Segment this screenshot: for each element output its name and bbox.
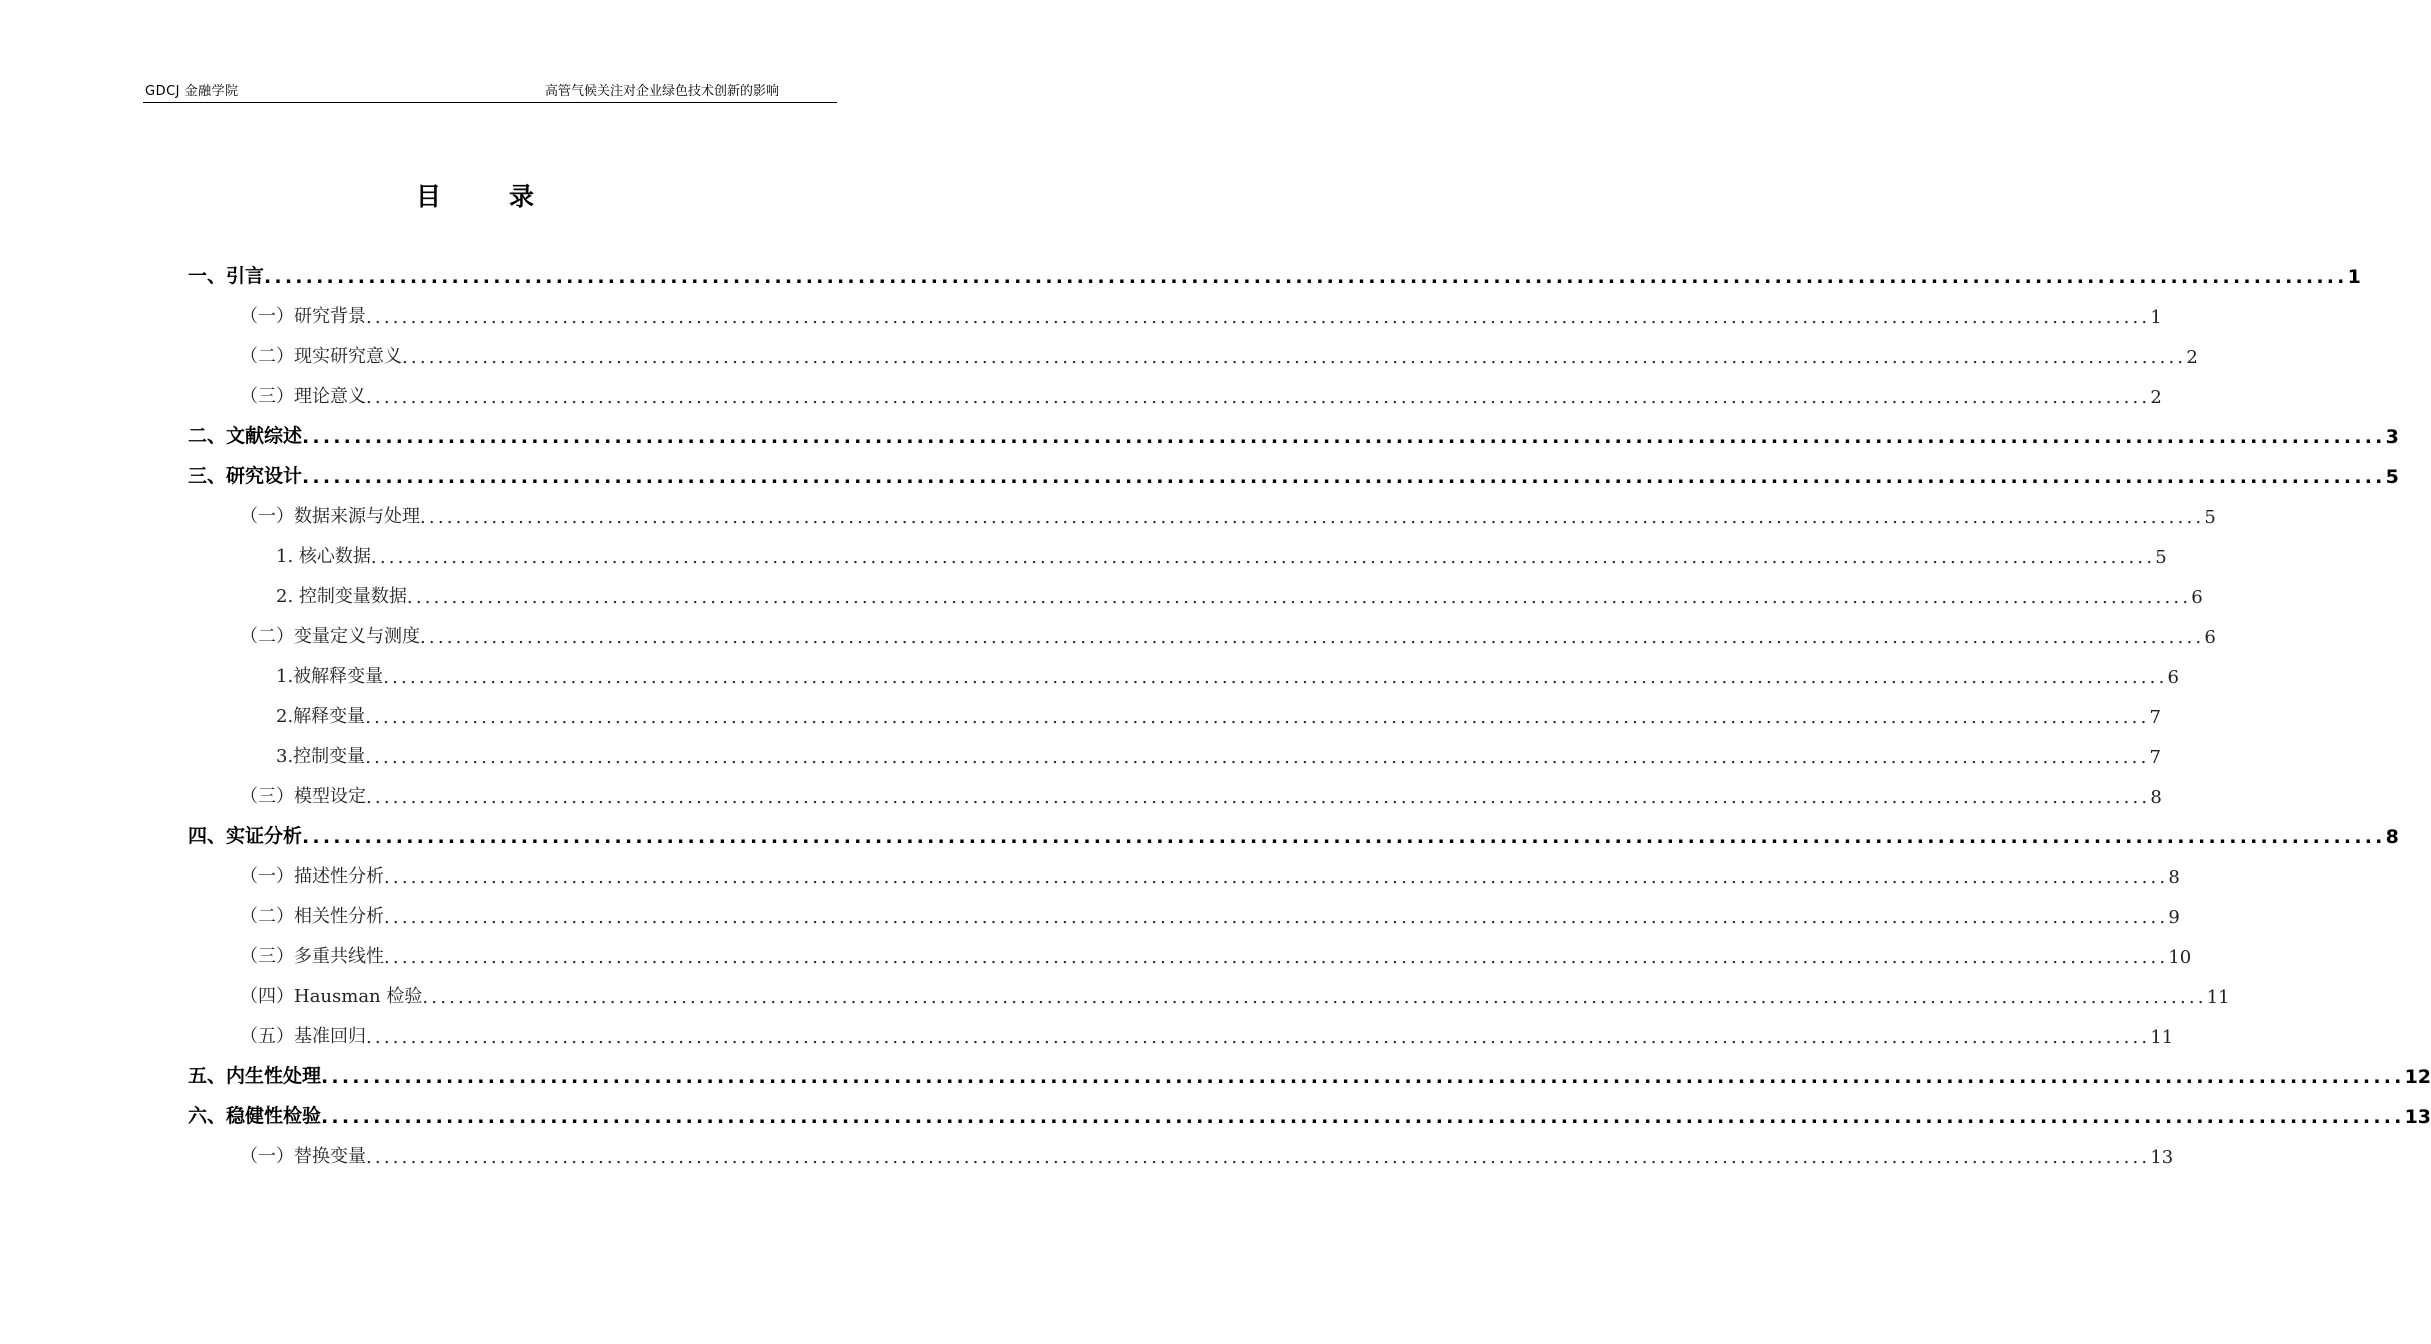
toc-entry-label: （一）研究背景: [240, 306, 366, 327]
toc-entry-label: （三）理论意义: [240, 386, 366, 407]
toc-leader-dots: ........................................................................................................................................................................................................: [384, 867, 2169, 888]
toc-entry-page: 5: [2385, 466, 2399, 488]
toc-entry-label: （四）Hausman 检验: [240, 986, 423, 1007]
toc-entry-label: 三、研究设计: [188, 465, 303, 487]
toc-entry-page: 5: [2204, 507, 2216, 528]
toc-entry[interactable]: [188, 1012, 2174, 1052]
toc-leader-dots: ........................................................................................................................................................................................................: [384, 907, 2169, 928]
toc-entry-label: 1. 核心数据: [276, 546, 371, 567]
toc-leader-dots: ........................................................................................................................................................................................................: [366, 787, 2151, 808]
toc-entry[interactable]: [188, 412, 2399, 452]
toc-entry[interactable]: [188, 932, 2192, 972]
toc-leader-dots: ........................................................................................................................................................................................................: [366, 307, 2151, 328]
toc-leader-dots: ........................................................................................................................................................................................................: [420, 627, 2205, 648]
toc-leader-dots: ........................................................................................................................................................................................................: [366, 387, 2151, 408]
toc-entry-page: 13: [2150, 1147, 2174, 1168]
toc-leader-dots: ........................................................................................................................................................................................................: [406, 587, 2192, 608]
toc-leader-dots: ........................................................................................................................................................................................................: [365, 747, 2150, 768]
toc-leader-dots: ........................................................................................................................................................................................................: [402, 347, 2187, 368]
toc-entry[interactable]: [188, 292, 2162, 332]
toc-entry-page: 1: [2347, 266, 2361, 288]
toc-entry-page: 12: [2404, 1066, 2431, 1088]
toc-entry-label: （二）相关性分析: [240, 906, 384, 927]
toc-entry-page: 8: [2150, 787, 2162, 808]
header-institution: GDCJ 金融学院: [145, 84, 239, 99]
toc-entry-label: 2. 控制变量数据: [276, 586, 407, 607]
toc-entry-label: 二、文献综述: [188, 425, 303, 447]
toc-entry[interactable]: [188, 772, 2162, 812]
toc-entry[interactable]: [188, 852, 2180, 892]
toc-entry-page: 8: [2385, 826, 2399, 848]
toc-entry[interactable]: [188, 972, 2230, 1012]
toc-entry-label: （三）模型设定: [240, 786, 366, 807]
toc-entry[interactable]: [188, 612, 2216, 652]
toc-leader-dots: ........................................................................................................................................................................................................: [370, 547, 2156, 568]
page-header: [143, 76, 837, 103]
toc-entry-label: 2.解释变量: [276, 706, 366, 727]
header-paper-title: 高管气候关注对企业绿色技术创新的影响: [544, 84, 779, 99]
toc-entry[interactable]: [188, 692, 2161, 732]
toc-entry-page: 5: [2155, 547, 2167, 568]
toc-entry[interactable]: [188, 332, 2198, 372]
toc-leader-dots: ........................................................................................................................................................................................................: [321, 1106, 2405, 1128]
toc-entry-label: 一、引言: [188, 265, 265, 287]
toc-leader-dots: ........................................................................................................................................................................................................: [365, 707, 2150, 728]
toc-entry[interactable]: [188, 452, 2399, 492]
toc-entry[interactable]: [188, 252, 2361, 292]
toc-leader-dots: ........................................................................................................................................................................................................: [264, 266, 2348, 288]
toc-entry-page: 1: [2150, 307, 2162, 328]
toc-leader-dots: ........................................................................................................................................................................................................: [384, 947, 2169, 968]
toc-leader-dots: ........................................................................................................................................................................................................: [321, 1066, 2405, 1088]
toc-entry-label: （二）现实研究意义: [240, 346, 402, 367]
toc-entry-page: 2: [2150, 387, 2162, 408]
toc-entry-label: 五、内生性处理: [188, 1065, 322, 1087]
toc-leader-dots: ........................................................................................................................................................................................................: [302, 826, 2386, 848]
toc-entry-label: 六、稳健性检验: [188, 1105, 322, 1127]
toc-entry-label: 1.被解释变量: [276, 666, 384, 687]
toc-entry-label: （一）描述性分析: [240, 866, 384, 887]
toc-leader-dots: ........................................................................................................................................................................................................: [422, 987, 2207, 1008]
toc-entry[interactable]: [188, 892, 2180, 932]
toc-leader-dots: ........................................................................................................................................................................................................: [420, 507, 2205, 528]
toc-entry[interactable]: [188, 492, 2216, 532]
toc-heading-char-1: 目: [415, 182, 441, 211]
toc-leader-dots: ........................................................................................................................................................................................................: [302, 466, 2386, 488]
toc-entry[interactable]: [188, 532, 2167, 572]
toc-entry-label: 3.控制变量: [276, 746, 366, 767]
toc-entry[interactable]: [188, 1092, 2431, 1132]
toc-heading-char-2: 录: [509, 182, 535, 211]
toc-entry[interactable]: [188, 572, 2203, 612]
toc-leader-dots: ........................................................................................................................................................................................................: [366, 1147, 2151, 1168]
toc-entry-page: 11: [2150, 1027, 2174, 1048]
toc-entry-page: 8: [2168, 867, 2180, 888]
toc-entry[interactable]: [188, 1132, 2174, 1172]
toc-leader-dots: ........................................................................................................................................................................................................: [366, 1027, 2151, 1048]
toc-entry[interactable]: [188, 372, 2162, 412]
toc-entry-label: （一）数据来源与处理: [240, 506, 420, 527]
toc-entry-page: 7: [2149, 747, 2161, 768]
toc-entry-page: 11: [2206, 987, 2230, 1008]
toc-entry-page: 2: [2186, 347, 2198, 368]
toc-leader-dots: ........................................................................................................................................................................................................: [383, 667, 2168, 688]
toc-entry-label: （一）替换变量: [240, 1146, 366, 1167]
toc-leader-dots: ........................................................................................................................................................................................................: [302, 426, 2386, 448]
toc-entry-page: 7: [2149, 707, 2161, 728]
toc-entry-page: 13: [2404, 1106, 2431, 1128]
toc-entry[interactable]: [188, 652, 2179, 692]
toc-entry-page: 6: [2204, 627, 2216, 648]
toc-entry-page: 10: [2168, 947, 2192, 968]
toc-entry-page: 9: [2168, 907, 2180, 928]
toc-entry-page: 6: [2191, 587, 2203, 608]
toc-entry-label: （五）基准回归: [240, 1026, 366, 1047]
toc-entry-label: 四、实证分析: [188, 825, 303, 847]
toc-entry-page: 3: [2385, 426, 2399, 448]
table-of-contents: [188, 252, 2431, 1172]
toc-entry-page: 6: [2167, 667, 2179, 688]
toc-entry[interactable]: [188, 812, 2399, 852]
toc-heading: [0, 177, 950, 213]
toc-entry-label: （二）变量定义与测度: [240, 626, 420, 647]
toc-entry-label: （三）多重共线性: [240, 946, 384, 967]
toc-entry[interactable]: [188, 1052, 2431, 1092]
toc-entry[interactable]: [188, 732, 2161, 772]
